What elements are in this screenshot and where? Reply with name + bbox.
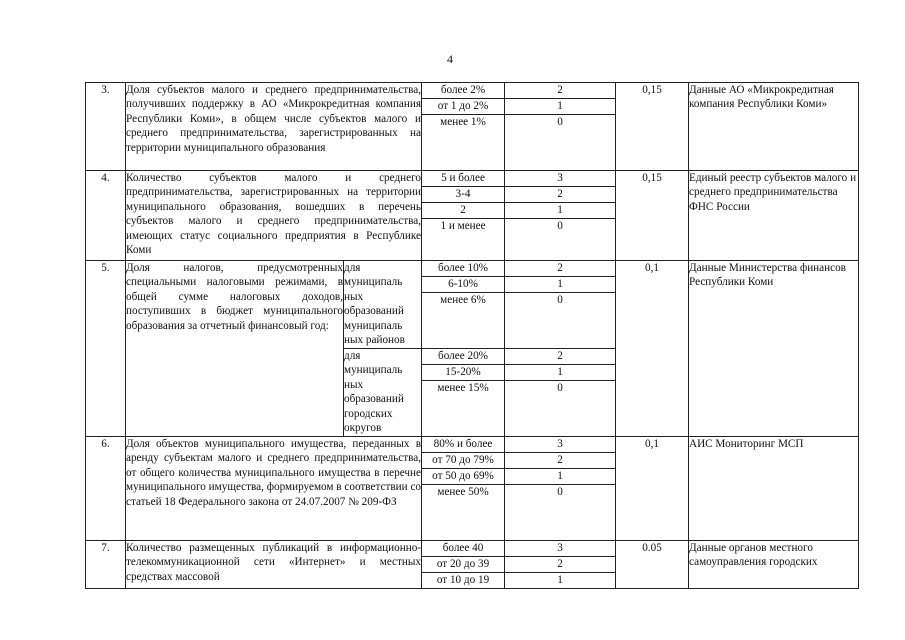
criterion: 2	[422, 203, 504, 219]
score: 0	[557, 486, 563, 498]
score: 1	[505, 277, 615, 293]
score: 0	[557, 382, 563, 394]
table-row	[86, 171, 859, 261]
score: 2	[505, 261, 615, 277]
criterion: менее 50%	[437, 486, 489, 498]
row-number: 3.	[86, 83, 126, 171]
criterion: 1 и менее	[440, 220, 486, 232]
weight: 0,1	[616, 437, 689, 541]
score: 0	[557, 116, 563, 128]
score: 1	[505, 203, 615, 219]
criteria-cell	[422, 541, 505, 589]
page-number: 4	[447, 52, 453, 66]
weight: 0,15	[616, 83, 689, 171]
indicator-description: Доля субъектов малого и среднего предпринимательства, получивших поддержку в АО «Микрокредитная компания Республики Коми», в общем числе субъектов малого и среднего предпринимательства, зарегистрированных на территории муниципального образования	[126, 83, 422, 171]
table-row	[86, 541, 859, 589]
criteria-cell	[422, 261, 505, 349]
criteria-cell	[422, 349, 505, 437]
indicators-table	[85, 82, 859, 589]
score: 1	[505, 99, 615, 115]
data-source: Данные Министерства финансов Республики Коми	[689, 261, 859, 437]
data-source: Данные органов местного самоуправления городских	[689, 541, 859, 589]
scores-cell	[505, 171, 616, 261]
row-number: 5.	[86, 261, 126, 437]
score: 1	[505, 365, 615, 381]
criterion: менее 1%	[440, 116, 486, 128]
score: 1	[505, 469, 615, 485]
score: 3	[505, 437, 615, 453]
indicator-description: Доля объектов муниципального имущества, переданных в аренду субъектам малого и среднего предпринимательства, от общего количества муниципального имущества в перечне муниципального имущества, формируемом в соответствии со статьей 18 Федерального закона от 24.07.2007 № 209-ФЗ	[126, 437, 422, 541]
criterion: от 50 до 69%	[422, 469, 504, 485]
row-number: 6.	[86, 437, 126, 541]
data-source: АИС Мониторинг МСП	[689, 437, 859, 541]
data-source: Данные АО «Микрокредитная компания Республики Коми»	[689, 83, 859, 171]
subgroup-label: для муниципаль ных образований муниципаль ных районов	[344, 261, 422, 349]
criteria-cell	[422, 171, 505, 261]
scores-cell	[505, 83, 616, 171]
criterion: от 10 до 19	[436, 574, 490, 586]
data-source: Единый реестр субъектов малого и среднего предпринимательства ФНС России	[689, 171, 859, 261]
row-number: 7.	[86, 541, 126, 589]
scores-cell	[505, 261, 616, 349]
row-number: 4.	[86, 171, 126, 261]
criterion: 6-10%	[422, 277, 504, 293]
score: 0	[557, 294, 563, 306]
criterion: 5 и более	[422, 171, 504, 187]
table-row	[86, 261, 859, 349]
criterion: менее 15%	[437, 382, 489, 394]
criterion: 3-4	[422, 187, 504, 203]
criteria-cell	[422, 437, 505, 541]
score: 0	[557, 220, 563, 232]
score: 2	[505, 187, 615, 203]
criteria-cell	[422, 83, 505, 171]
indicator-description: Количество субъектов малого и среднего предпринимательства, зарегистрированных на территории муниципального образования, вошедших в перечень субъектов малого и среднего предпринимательства, имеющих статус социального предприятия в Республике Коми	[126, 171, 422, 261]
criterion: от 70 до 79%	[422, 453, 504, 469]
score: 2	[505, 453, 615, 469]
score: 3	[505, 541, 615, 557]
criterion: 80% и более	[422, 437, 504, 453]
criterion: более 20%	[422, 349, 504, 365]
score: 2	[505, 557, 615, 573]
criterion: более 10%	[422, 261, 504, 277]
score: 1	[557, 574, 563, 586]
indicator-description: Доля налогов, предусмотренных специальными налоговыми режимами, в общей сумме налоговых доходов, поступивших в бюджет муниципального образования за отчетный финансовый год:	[126, 261, 344, 437]
criterion: более 2%	[422, 83, 504, 99]
score: 3	[505, 171, 615, 187]
weight: 0,1	[616, 261, 689, 437]
score: 2	[505, 349, 615, 365]
criterion: от 1 до 2%	[422, 99, 504, 115]
scores-cell	[505, 437, 616, 541]
score: 2	[505, 83, 615, 99]
criterion: 15-20%	[422, 365, 504, 381]
indicator-description: Количество размещенных публикаций в информационно-телекоммуникационной сети «Интернет» и местных средствах массовой	[126, 541, 422, 589]
table-row	[86, 437, 859, 541]
weight: 0.05	[616, 541, 689, 589]
subgroup-label: для муниципаль ных образований городских округов	[344, 349, 422, 437]
criterion: менее 6%	[440, 294, 486, 306]
criterion: более 40	[422, 541, 504, 557]
scores-cell	[505, 541, 616, 589]
criterion: от 20 до 39	[422, 557, 504, 573]
table-row	[86, 83, 859, 171]
weight: 0,15	[616, 171, 689, 261]
scores-cell	[505, 349, 616, 437]
